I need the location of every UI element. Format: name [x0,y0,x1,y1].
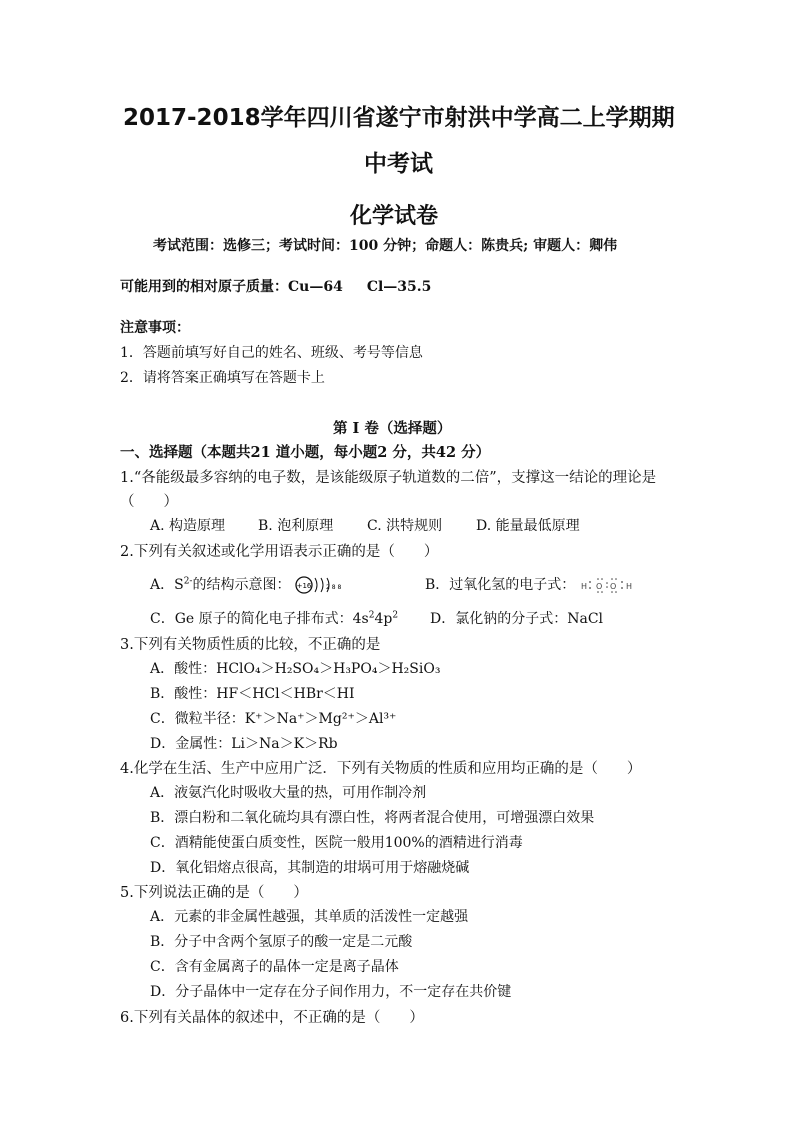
q4-stem: 4.化学在生活、生产中应用广泛．下列有关物质的性质和应用均正确的是（ ） [120,761,642,777]
hydrogen-peroxide-electron-formula [580,576,642,594]
svg-text:H: H [625,582,632,591]
svg-text:O: O [609,582,617,591]
q2-option-c: C．Ge 原子的简化电子排布式：$4s^24p^2$ [150,610,399,627]
atomic-mass-line [120,276,431,296]
exam-info: 考试范围：选修三；考试时间：100 分钟；命题人：陈贵兵; 审题人：卿伟 [153,238,618,254]
atomic-mass-cl: Cl—35.5 [366,279,432,295]
q1-stem-line1: 1.“各能级最多容纳的电子数，是该能级原子轨道数的二倍”，支撑这一结论的理论是 [120,470,657,486]
atomic-mass-label: 可能用到的相对原子质量： [120,279,288,295]
q3-option-d: D．金属性：Li＞Na＞K＞Rb [150,736,338,752]
svg-text:H: H [580,582,587,591]
q5-option-d: D．分子晶体中一定存在分子间作用力，不一定存在共价键 [150,984,512,1000]
q2-option-a: A．$S^{2-}$的结构示意图： +16 2 8 8 [150,576,342,593]
q4-option-c: C．酒精能使蛋白质变性，医院一般用100%的酒精进行消毒 [150,835,523,851]
svg-text:2 8 8: 2 8 8 [325,584,342,591]
svg-text:O: O [595,582,603,591]
q4-option-a: A．液氨汽化时吸收大量的热，可用作制冷剂 [150,785,427,801]
q2-stem: 2.下列有关叙述或化学用语表示正确的是（ ） [120,544,439,560]
q2-option-b: B．过氧化氢的电子式： H O O H [425,574,642,594]
atomic-mass-cu: Cu—64 [288,279,343,295]
page-title-line1: 2017-2018学年四川省遂宁市射洪中学高二上学期期 [123,105,675,131]
notes-item-2: 2．请将答案正确填写在答题卡上 [120,370,325,386]
volume-title: 第 I 卷（选择题） [333,420,452,437]
q1-option-a: A. 构造原理 [150,518,226,534]
q3-option-a: A．酸性：HClO₄＞H₂SO₄＞H₃PO₄＞H₂SiO₃ [150,661,441,677]
q4-option-b: B．漂白粉和二氧化硫均具有漂白性，将两者混合使用，可增强漂白效果 [150,810,595,826]
notes-item-1: 1．答题前填写好自己的姓名、班级、考号等信息 [120,345,423,361]
sulfide-ion-structure-diagram [295,575,342,595]
q5-stem: 5.下列说法正确的是（ ） [120,885,308,901]
q1-option-b: B. 泡利原理 [258,518,334,534]
q2-option-d: D．氯化钠的分子式：NaCl [430,611,604,627]
q5-option-b: B．分子中含两个氢原子的酸一定是二元酸 [150,934,413,950]
q4-option-d: D．氧化铝熔点很高，其制造的坩埚可用于熔融烧碱 [150,860,470,876]
svg-text:+16: +16 [296,582,312,590]
q1-option-c: C. 洪特规则 [367,518,443,534]
q5-option-a: A．元素的非金属性越强，其单质的活泼性一定越强 [150,909,469,925]
q3-option-c: C．微粒半径：K⁺＞Na⁺＞Mg²⁺＞Al³⁺ [150,711,397,727]
q6-stem: 6.下列有关晶体的叙述中，不正确的是（ ） [120,1010,424,1026]
notes-heading: 注意事项： [120,320,190,336]
q1-option-d: D. 能量最低原理 [476,518,580,534]
section-heading: 一、选择题（本题共21 道小题，每小题2 分，共42 分） [120,444,491,461]
q5-option-c: C．含有金属离子的晶体一定是离子晶体 [150,959,399,975]
q3-stem: 3.下列有关物质性质的比较，不正确的是 [120,637,381,653]
page-subtitle: 化学试卷 [350,204,439,229]
q3-option-b: B．酸性：HF＜HCl＜HBr＜HI [150,686,355,702]
page-title-line2: 中考试 [364,151,433,177]
q1-stem-line2: （ ） [120,494,178,510]
